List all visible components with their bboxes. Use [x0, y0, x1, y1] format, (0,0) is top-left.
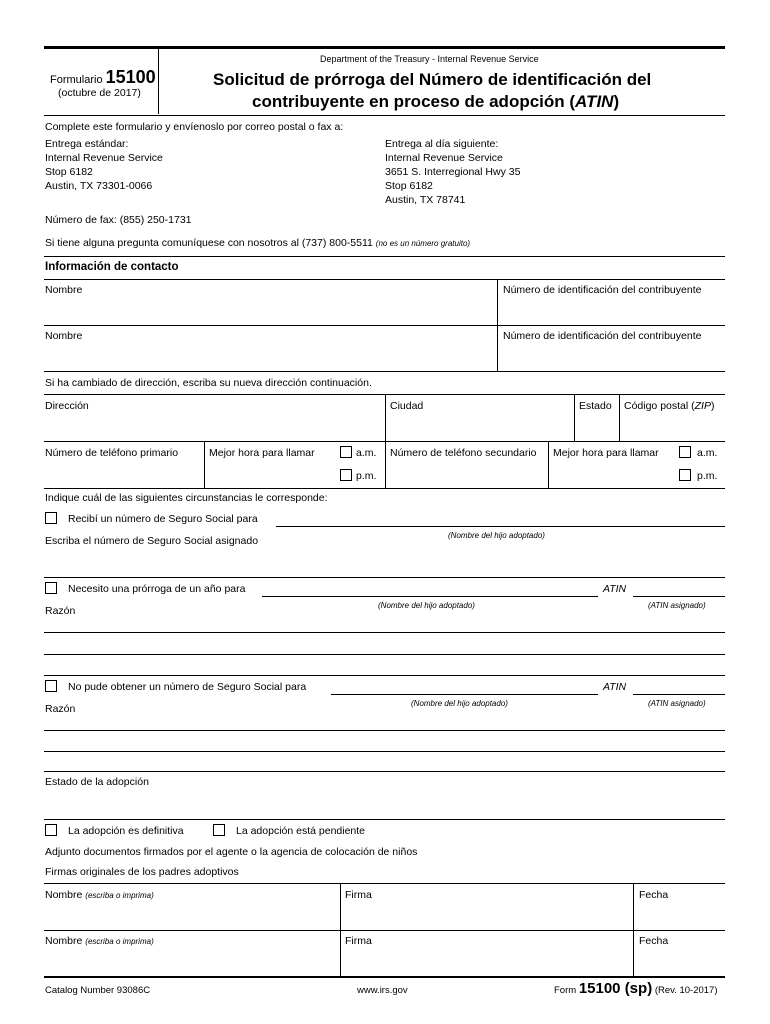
reason-label-1: Razón	[45, 605, 76, 617]
footer-form-id: Form 15100 (sp) (Rev. 10-2017)	[554, 980, 718, 997]
nextday-line-0: Entrega al día siguiente:	[385, 138, 499, 150]
am-label-2: a.m.	[697, 447, 718, 459]
address-change-note: Si ha cambiado de dirección, escriba su nueva dirección continuación.	[45, 377, 372, 389]
title-line2: contribuyente en proceso de adopción (ATIN)	[252, 92, 620, 111]
standard-line-1: Internal Revenue Service	[45, 152, 163, 164]
header-divider	[158, 48, 159, 114]
best-time-label-2: Mejor hora para llamar	[553, 447, 659, 459]
reason-field-2b[interactable]	[44, 751, 725, 752]
website: www.irs.gov	[357, 985, 408, 996]
catalog-number: Catalog Number 93086C	[45, 985, 151, 996]
parent-name-label-1: Nombre (escriba o imprima)	[45, 889, 154, 901]
pm-checkbox-2[interactable]	[679, 469, 691, 481]
state-zip-divider	[619, 394, 620, 442]
ssn-received-label: Recibí un número de Seguro Social para	[68, 513, 258, 525]
adoption-status-label: Estado de la adopción	[45, 776, 149, 788]
phone1-time-divider	[204, 441, 205, 488]
title-line1: Solicitud de prórroga del Número de identificación del	[213, 70, 652, 89]
atin-assigned-hint-1: (ATIN asignado)	[648, 601, 706, 610]
reason-field-1a[interactable]	[44, 632, 725, 633]
atin-field-2[interactable]	[633, 694, 725, 695]
atin-assigned-hint-2: (ATIN asignado)	[648, 699, 706, 708]
ssn-received-checkbox[interactable]	[45, 512, 57, 524]
name-row-1-rule	[44, 325, 725, 326]
address-bottom-rule	[44, 441, 725, 442]
ssn-assigned-field[interactable]	[44, 577, 725, 578]
name-label-1: Nombre	[45, 284, 83, 296]
atin-field-1[interactable]	[633, 596, 725, 597]
city-state-divider	[574, 394, 575, 442]
form-label: Formulario 15100	[50, 67, 156, 87]
fax-number: Número de fax: (855) 250-1731	[45, 214, 192, 226]
no-ssn-label: No pude obtener un número de Seguro Social para	[68, 681, 307, 693]
city-label: Ciudad	[390, 400, 424, 412]
parent-name-label-2: Nombre (escriba o imprima)	[45, 935, 154, 947]
pm-label-2: p.m.	[697, 470, 718, 482]
docs-attached: Adjunto documentos firmados por el agente o la agencia de colocación de niños	[45, 846, 418, 858]
atin-label-2: ATIN	[603, 681, 627, 693]
state-label: Estado	[579, 400, 612, 412]
form-number: 15100	[105, 67, 156, 87]
phone2-time-divider	[548, 441, 549, 488]
contact-top-rule	[44, 256, 725, 257]
nextday-line-2: 3651 S. Interregional Hwy 35	[385, 166, 521, 178]
child-name-hint-3: (Nombre del hijo adoptado)	[411, 699, 508, 708]
adoption-status-field[interactable]	[44, 819, 725, 820]
name-row-2-rule	[44, 371, 725, 372]
adoption-pending-checkbox[interactable]	[213, 824, 225, 836]
extension-label: Necesito una prórroga de un año para	[68, 583, 246, 595]
pm-label-1: p.m.	[356, 470, 377, 482]
contact-heading: Información de contacto	[45, 261, 179, 273]
reason-label-2: Razón	[45, 703, 76, 715]
extension-name-field[interactable]	[262, 596, 598, 597]
signature-row-1-rule	[44, 930, 725, 931]
circumstances-intro: Indique cuál de las siguientes circunstancias le corresponde:	[45, 492, 328, 504]
adoption-pending-label: La adopción está pendiente	[236, 825, 366, 837]
extension-checkbox[interactable]	[45, 582, 57, 594]
nextday-line-3: Stop 6182	[385, 180, 433, 192]
signature-bottom-rule	[44, 976, 725, 978]
form-date: (octubre de 2017)	[58, 87, 141, 99]
am-checkbox-1[interactable]	[340, 446, 352, 458]
signatures-heading: Firmas originales de los padres adoptivos	[45, 866, 239, 878]
tin-label-1: Número de identificación del contribuyente	[503, 284, 702, 296]
atin-label-1: ATIN	[603, 583, 627, 595]
top-rule	[44, 46, 725, 49]
reason-field-2a[interactable]	[44, 730, 725, 731]
adoption-final-label: La adopción es definitiva	[68, 825, 184, 837]
reason-field-1c[interactable]	[44, 675, 725, 676]
ssn-assigned-label: Escriba el número de Seguro Social asignado	[45, 535, 259, 547]
date-label-1: Fecha	[639, 889, 669, 901]
signature-label-2: Firma	[345, 935, 372, 947]
best-time-label-1: Mejor hora para llamar	[209, 447, 315, 459]
tin-label-2: Número de identificación del contribuyente	[503, 330, 702, 342]
address-label: Dirección	[45, 400, 89, 412]
pm-checkbox-1[interactable]	[340, 469, 352, 481]
ssn-received-name-field[interactable]	[276, 526, 725, 527]
adoption-final-checkbox[interactable]	[45, 824, 57, 836]
reason-field-2c[interactable]	[44, 771, 725, 772]
standard-line-0: Entrega estándar:	[45, 138, 129, 150]
date-label-2: Fecha	[639, 935, 669, 947]
am-checkbox-2[interactable]	[679, 446, 691, 458]
name-label-2: Nombre	[45, 330, 83, 342]
am-label-1: a.m.	[356, 447, 377, 459]
primary-phone-label: Número de teléfono primario	[45, 447, 179, 459]
no-ssn-checkbox[interactable]	[45, 680, 57, 692]
child-name-hint-2: (Nombre del hijo adoptado)	[378, 601, 475, 610]
zip-label: Código postal (ZIP)	[624, 400, 715, 412]
department: Department of the Treasury - Internal Revenue Service	[320, 54, 539, 64]
child-name-hint-1: (Nombre del hijo adoptado)	[448, 531, 545, 540]
phone-bottom-rule	[44, 488, 725, 489]
phone-line: Si tiene alguna pregunta comuníquese con nosotros al (737) 800-5511 (no es un número gratuito)	[45, 237, 471, 249]
standard-line-3: Austin, TX 73301-0066	[45, 180, 153, 192]
standard-line-2: Stop 6182	[45, 166, 93, 178]
signature-label-1: Firma	[345, 889, 372, 901]
nextday-line-1: Internal Revenue Service	[385, 152, 503, 164]
header-bottom-rule	[44, 115, 725, 116]
signature-top-rule	[44, 883, 725, 884]
no-ssn-name-field[interactable]	[331, 694, 598, 695]
mailing-intro: Complete este formulario y envíenoslo por correo postal o fax a:	[45, 121, 344, 133]
contact-heading-rule	[44, 279, 725, 280]
secondary-phone-label: Número de teléfono secundario	[390, 447, 537, 459]
nextday-line-4: Austin, TX 78741	[385, 194, 466, 206]
reason-field-1b[interactable]	[44, 654, 725, 655]
